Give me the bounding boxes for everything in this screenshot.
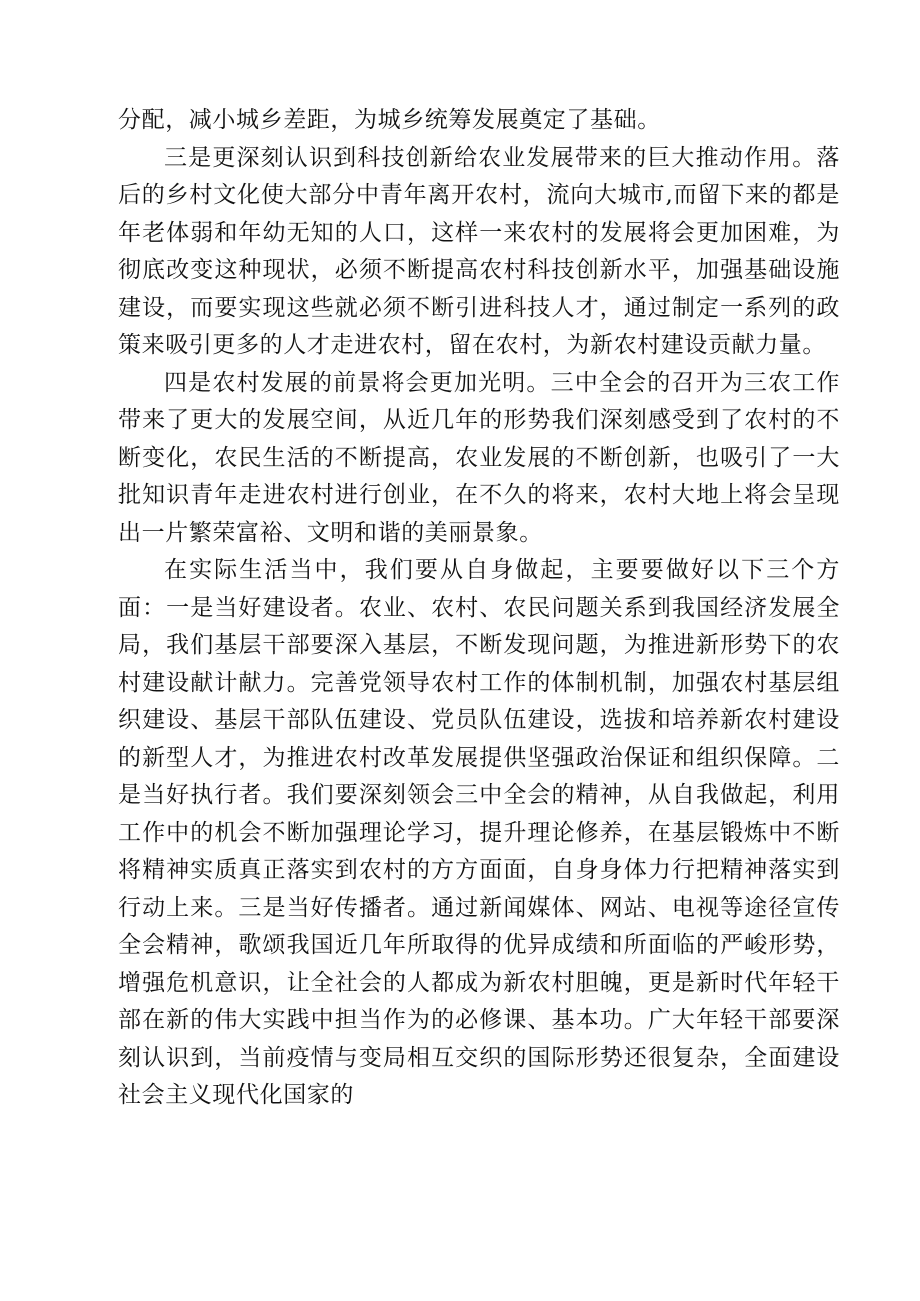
paragraph-4: 在实际生活当中，我们要从自身做起，主要要做好以下三个方面：一是当好建设者。农业、农村、农民问题关系到我国经济发展全局，我们基层干部要深入基层，不断发现问题，为推进新形势下的农村建设献计献力。完善党领导农村工作的体制机制，加强农村基层组织建设、基层干部队伍建设、党员队伍建设，选拔和培养新农村建设的新型人才，为推进农村改革发展提供坚强政治保证和组织保障。二是当好执行者。我们要深刻领会三中全会的精神，从自我做起，利用工作中的机会不断加强理论学习，提升理论修养，在基层锻炼中不断将精神实质真正落实到农村的方方面面，自身身体力行把精神落实到行动上来。三是当好传播者。通过新闻媒体、网站、电视等途径宣传全会精神，歌颂我国近几年所取得的优异成绩和所面临的严峻形势，增强危机意识，让全社会的人都成为新农村胆魄，更是新时代年轻干部在新的伟大实践中担当作为的必修课、基本功。广大年轻干部要深刻认识到，当前疫情与变局相互交织的国际形势还很复杂，全面建设社会主义现代化国家的 [118,557,840,1108]
paragraph-3: 四是农村发展的前景将会更加光明。三中全会的召开为三农工作带来了更大的发展空间，从近几年的形势我们深刻感受到了农村的不断变化，农民生活的不断提高，农业发展的不断创新，也吸引了一大批知识青年走进农村进行创业，在不久的将来，农村大地上将会呈现出一片繁荣富裕、文明和谐的美丽景象。 [118,369,840,546]
paragraph-2: 三是更深刻认识到科技创新给农业发展带来的巨大推动作用。落后的乡村文化使大部分中青年离开农村，流向大城市,而留下来的都是年老体弱和年幼无知的人口，这样一来农村的发展将会更加困难，为彻底改变这种现状，必须不断提高农村科技创新水平，加强基础设施建设，而要实现这些就必须不断引进科技人才，通过制定一系列的政策来吸引更多的人才走进农村，留在农村，为新农村建设贡献力量。 [118,144,840,358]
paragraph-1: 分配，减小城乡差距，为城乡统筹发展奠定了基础。 [118,107,661,133]
document-body [118,102,840,1115]
